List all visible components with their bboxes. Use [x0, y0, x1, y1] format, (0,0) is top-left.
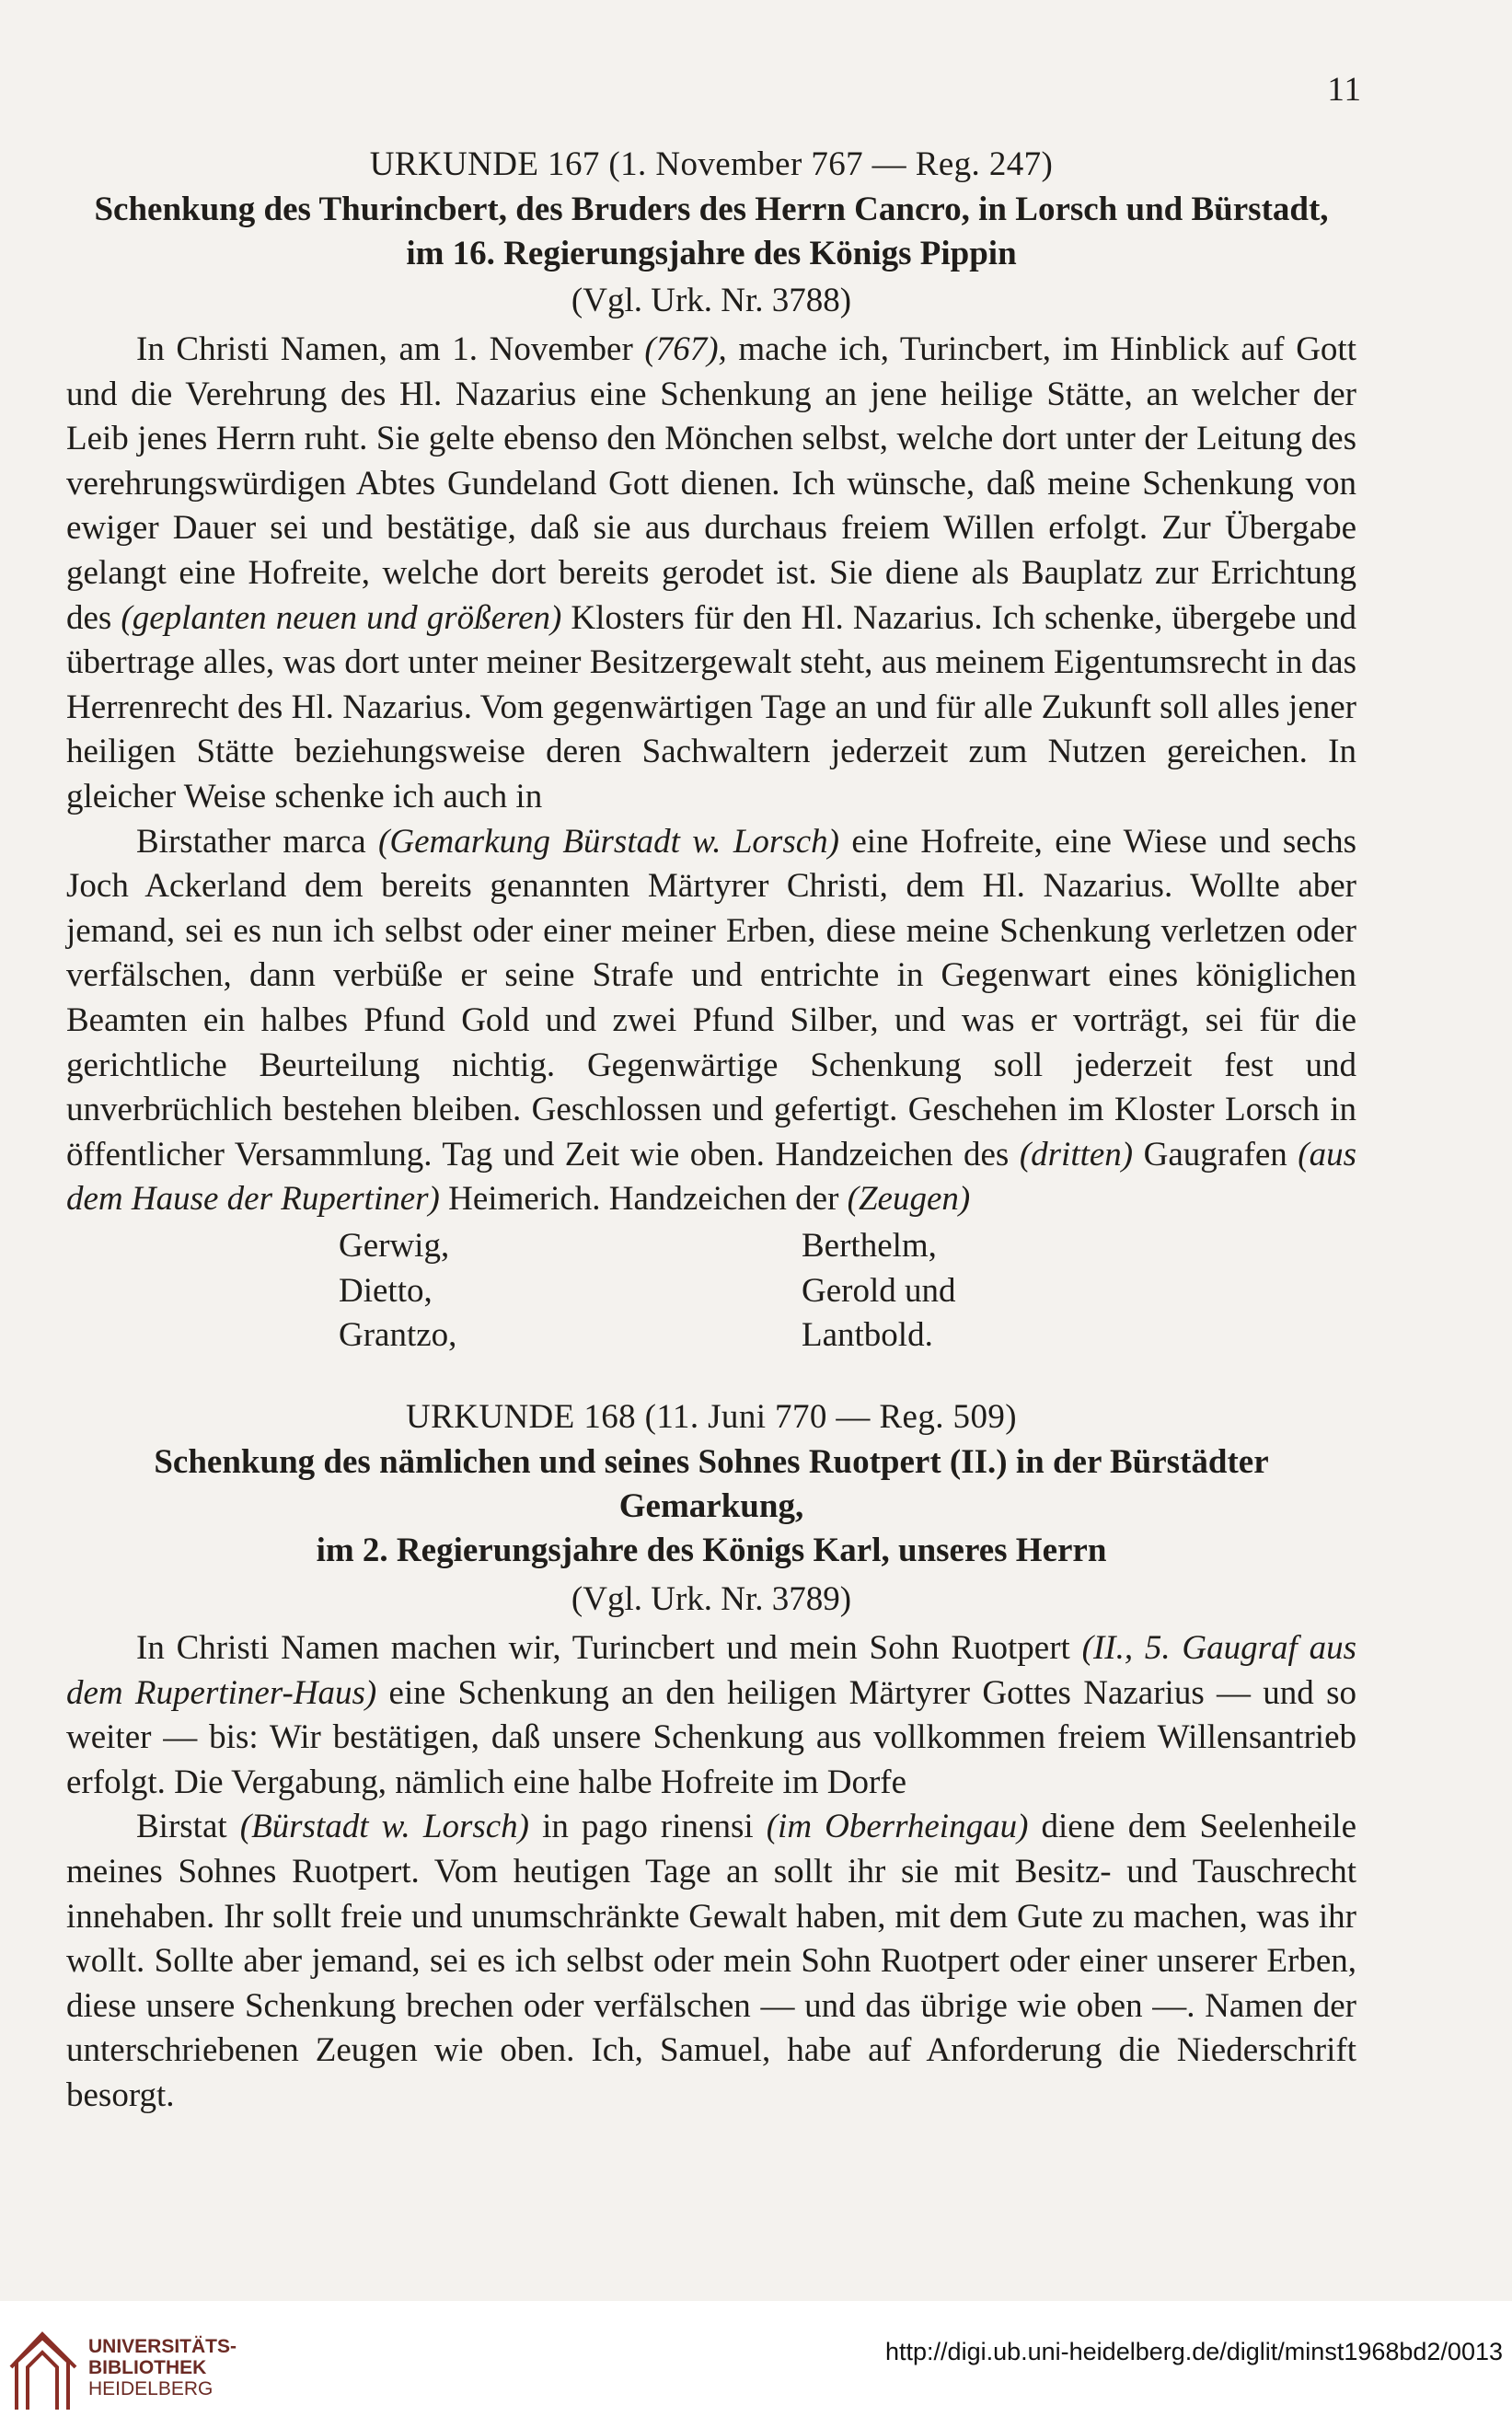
source-url[interactable]: http://digi.ub.uni-heidelberg.de/diglit/minst1968bd2/0013 — [885, 2338, 1503, 2365]
page-number: 11 — [1327, 71, 1362, 109]
body-paragraph: Birstather marca (Gemarkung Bürstadt w. Lorsch) eine Hofreite, eine Wiese und sechs Joch Ackerland dem bereits genannten Märtyrer Christi, dem Hl. Nazarius. Wollte aber jemand, sei es nun ich selbst oder einer meiner Erben, diese meine Schenkung verletzen oder verfälschen, dann verbüße er seine Strafe und entrichte in Gegenwart eines königlichen Beamten ein halbes Pfund Gold und zwei Pfund Silber, und was er vorträgt, sei für die gerichtliche Beurteilung nichtig. Gegenwärtige Schenkung soll jederzeit fest und unverbrüchlich bestehen bleiben. Geschlossen und gefertigt. Geschehen im Kloster Lorsch in öffentlicher Versammlung. Tag und Zeit wie oben. Handzeichen des (dritten) Gaugrafen (aus dem Hause der Rupertiner) Heimerich. Handzeichen der (Zeugen) — [66, 822, 1356, 1219]
witness-row — [339, 1224, 1075, 1269]
document-168 — [66, 1396, 1356, 2119]
library-name: UNIVERSITÄTS- BIBLIOTHEK HEIDELBERG — [88, 2336, 237, 2399]
document-title: im 2. Regierungsjahre des Königs Karl, unseres Herrn — [316, 1532, 1107, 1569]
document-167 — [66, 144, 1356, 1222]
body-paragraph: Birstat (Bürstadt w. Lorsch) in pago rinensi (im Oberrheingau) diene dem Seelenheile meines Sohnes Ruotpert. Vom heutigen Tage an sollt ihr sie mit Besitz- und Tauschrecht innehaben. Ihr sollt freie und unumschränkte Gewalt haben, mit dem Gute zu machen, was ihr wollt. Sollte aber jemand, sei es ich selbst oder mein Sohn Ruotpert oder einer unserer Erben, diese unsere Schenkung brechen oder verfälschen — und das übrige wie oben —. Namen der unterschriebenen Zeugen wie oben. Ich, Samuel, habe auf Anforderung die Niederschrift besorgt. — [66, 1808, 1357, 2114]
footer-bar — [0, 2301, 1512, 2428]
witness-name: Grantzo, — [339, 1316, 457, 1355]
document-title: im 16. Regierungsjahre des Königs Pippin — [406, 235, 1017, 272]
library-logo-icon — [9, 2327, 83, 2414]
witness-row — [339, 1269, 1075, 1314]
witness-row — [339, 1313, 1075, 1359]
body-paragraph: In Christi Namen, am 1. November (767), mache ich, Turincbert, im Hinblick auf Gott und die Verehrung des Hl. Nazarius eine Schenkung an jene heilige Stätte, an welcher der Leib jenes Herrn ruht. Sie gelte ebenso den Mönchen selbst, welche dort unter der Leitung des verehrungswürdigen Abtes Gundeland Gott dienen. Ich wünsche, daß meine Schenkung von ewiger Dauer sei und bestätige, daß sie aus durchaus freiem Willen erfolgt. Zur Übergabe gelangt eine Hofreite, welche dort bereits gerodet ist. Sie diene als Bauplatz zur Errichtung des (geplanten neuen und größeren) Klosters für den Hl. Nazarius. Ich schenke, übergebe und übertrage alles, was dort unter meiner Besitzergewalt steht, aus meinem Eigentumsrecht in das Herrenrecht des Hl. Nazarius. Vom gegenwärtigen Tage an und für alle Zukunft soll alles jener heiligen Stätte beziehungsweise deren Sachwaltern jederzeit zum Nutzen gereichen. In gleicher Weise schenke ich auch in — [66, 330, 1356, 815]
document-heading: URKUNDE 168 (11. Juni 770 — Reg. 509) — [406, 1398, 1017, 1436]
document-reference: (Vgl. Urk. Nr. 3788) — [571, 282, 852, 319]
witness-name: Gerold und — [802, 1271, 956, 1310]
body-paragraph: In Christi Namen machen wir, Turincbert und mein Sohn Ruotpert (II., 5. Gaugraf aus dem Rupertiner-Haus) eine Schenkung an den heiligen Märtyrer Gottes Nazarius — und so weiter — bis: Wir bestätigen, daß unsere Schenkung aus vollkommen freiem Willensantrieb erfolgt. Die Vergabung, nämlich eine halbe Hofreite im Dorfe — [66, 1629, 1356, 1801]
witness-name: Gerwig, — [339, 1227, 450, 1265]
witness-list — [339, 1224, 1075, 1359]
document-title: Schenkung des nämlichen und seines Sohnes Ruotpert (II.) in der Bürstädter Gemarkung, — [154, 1443, 1269, 1525]
witness-name: Dietto, — [339, 1271, 433, 1310]
witness-name: Lantbold. — [802, 1316, 933, 1355]
document-heading: URKUNDE 167 (1. November 767 — Reg. 247) — [369, 145, 1054, 183]
witness-name: Berthelm, — [802, 1227, 937, 1265]
document-title: Schenkung des Thurincbert, des Bruders des Herrn Cancro, in Lorsch und Bürstadt, — [94, 191, 1329, 228]
document-reference: (Vgl. Urk. Nr. 3789) — [571, 1580, 852, 1618]
